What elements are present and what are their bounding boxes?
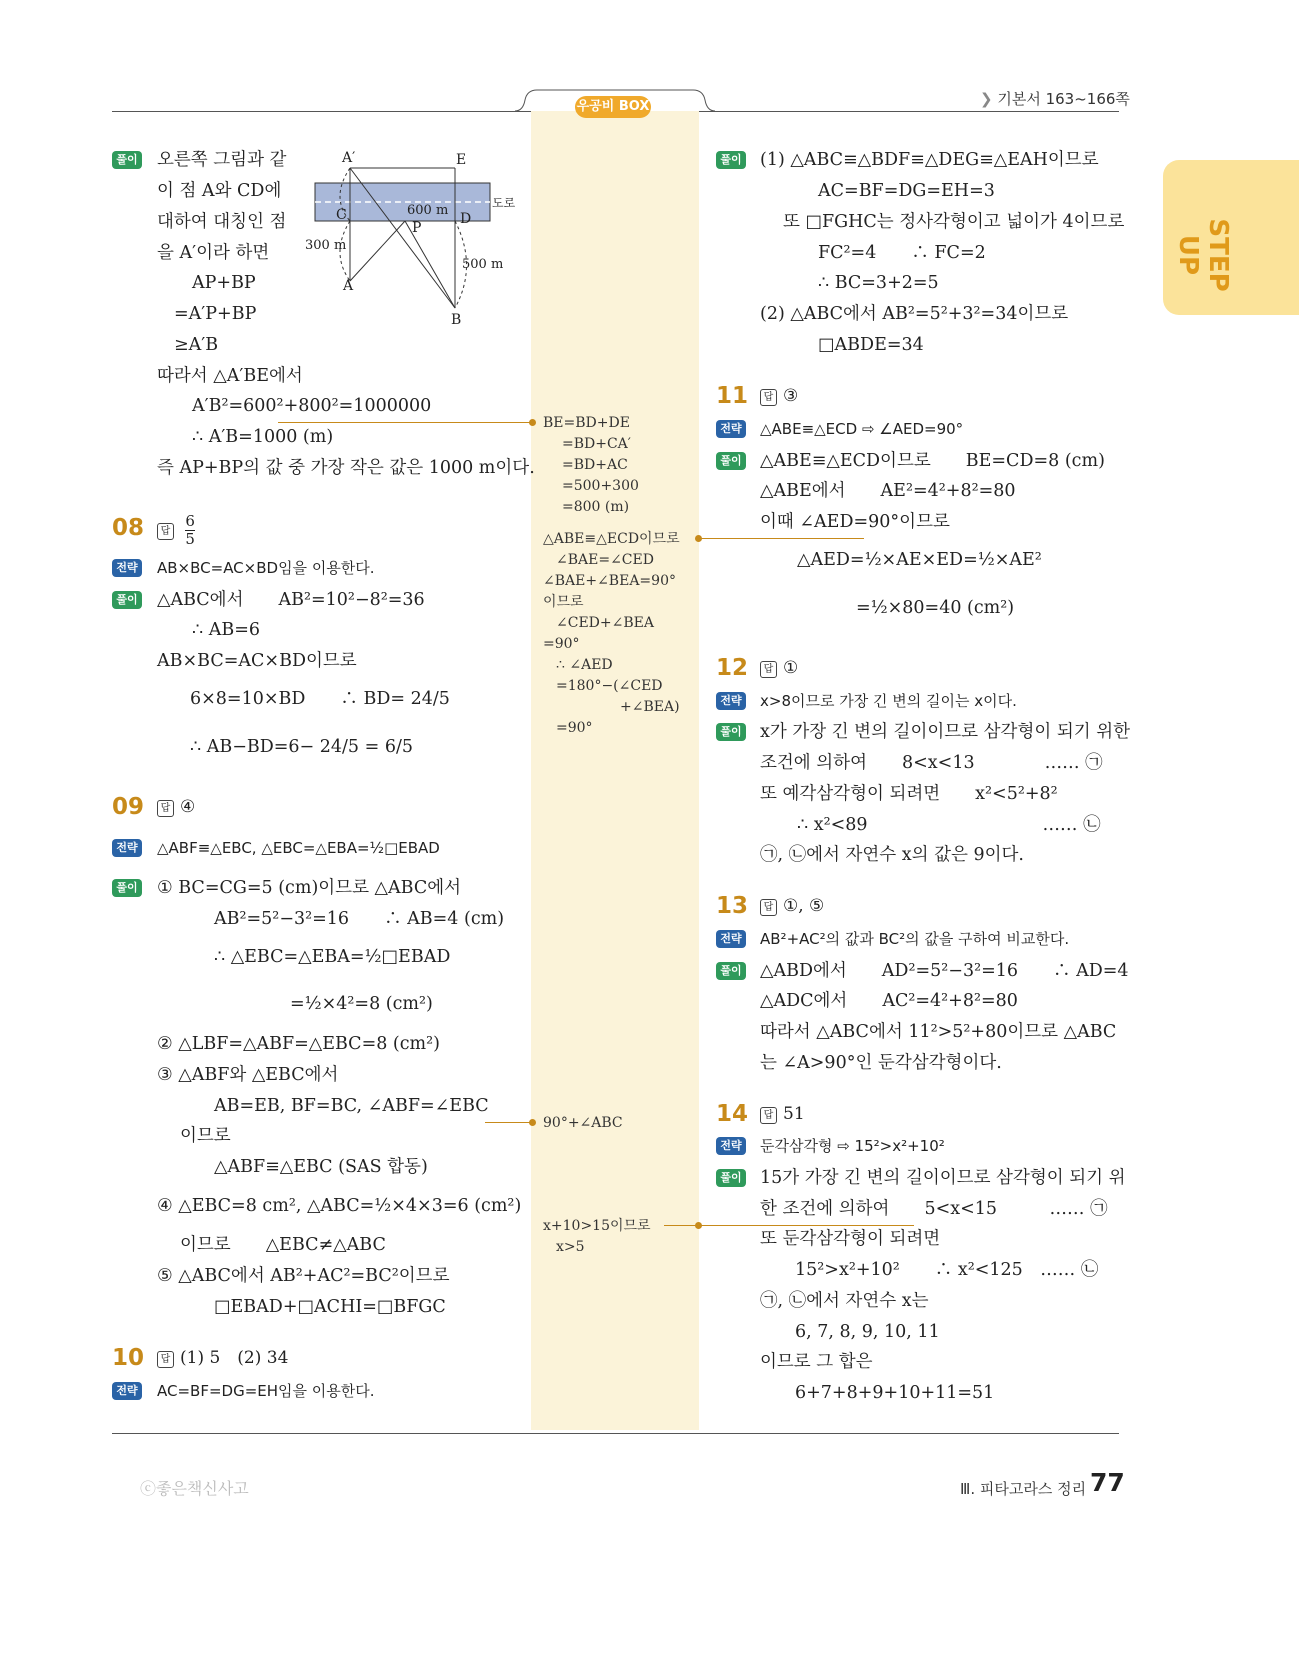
box-note-line: BE=BD+DE [543, 415, 630, 431]
fig-label-E: E [456, 152, 467, 168]
answer-icon: 답 [157, 1351, 174, 1368]
q09-number: 09 [112, 794, 145, 820]
q12-line: ㉠, ㉡에서 자연수 x의 값은 9이다. [760, 845, 1024, 865]
q12-answer: 답 ① [760, 653, 798, 683]
box-note-line: +∠BEA) [620, 699, 680, 715]
q10-line: 또 □FGHC는 정사각형이고 넓이가 4이므로 [783, 212, 1125, 232]
answer-icon: 답 [760, 389, 777, 406]
q12-line: 조건에 의하여 8<x<13 …… ㉠ [760, 753, 1103, 773]
q07-line: 즉 AP+BP의 값 중 가장 작은 값은 1000 m이다. [157, 458, 535, 478]
q09-answer: 답 ④ [157, 792, 195, 822]
q11-line: △ABE≡△ECD이므로 BE=CD=8 (cm) [760, 451, 1105, 471]
strategy-tag: 전략 [716, 930, 746, 948]
q07-line: ∴ A′B=1000 (m) [192, 427, 334, 447]
fig-label-B: B [451, 312, 462, 328]
box-note-line: =BD+CA′ [562, 436, 631, 452]
q07-line: 을 A′이라 하면 [157, 243, 270, 263]
q10-line: AC=BF=DG=EH=3 [818, 181, 995, 201]
box-note-line: △ABE≡△ECD이므로 [543, 531, 680, 547]
q07-line: 따라서 △A′BE에서 [157, 366, 303, 386]
q12-line: x가 가장 긴 변의 길이이므로 삼각형이 되기 위한 [760, 722, 1131, 742]
q10-line: (2) △ABC에서 AB²=5²+3²=34이므로 [760, 304, 1069, 324]
q09-line: □EBAD+□ACHI=□BFGC [214, 1297, 446, 1317]
q10-answer: 답 (1) 5 (2) 34 [157, 1343, 288, 1373]
box-title: 우공비 BOX [575, 96, 651, 118]
q08-number: 08 [112, 515, 145, 541]
q14-answer: 답 51 [760, 1099, 805, 1129]
fig-label-300: 300 m [305, 238, 347, 253]
q10-line: □ABDE=34 [818, 335, 924, 355]
q07-line: 오른쪽 그림과 같 [157, 150, 287, 170]
strategy-tag: 전략 [112, 839, 142, 857]
q14-line: ㉠, ㉡에서 자연수 x는 [760, 1291, 929, 1311]
q14-line: 6+7+8+9+10+11=51 [795, 1383, 995, 1403]
strategy-tag: 전략 [112, 1382, 142, 1400]
q11-line: △ABE에서 AE²=4²+8²=80 [760, 481, 1016, 501]
q08-answer: 답 $\frac{6}{5}$ [157, 513, 195, 548]
q08-line: AB×BC=AC×BD이므로 [157, 651, 357, 671]
fig-label-A1: A′ [342, 150, 356, 166]
q07-line: 대하여 대칭인 점 [157, 212, 287, 232]
connector-line [698, 538, 864, 539]
q12-strategy: x>8이므로 가장 긴 변의 길이는 x이다. [760, 692, 1017, 710]
strategy-tag: 전략 [716, 1137, 746, 1155]
answer-icon: 답 [157, 800, 174, 817]
q14-line: 이므로 그 합은 [760, 1352, 873, 1372]
strategy-tag: 전략 [716, 692, 746, 710]
solution-tag: 풀이 [716, 151, 746, 169]
q09-line: ⑤ △ABC에서 AB²+AC²=BC²이므로 [157, 1266, 450, 1286]
connector-line [485, 1122, 532, 1123]
q07-line: ≥A′B [174, 335, 219, 355]
q09-line: ① BC=CG=5 (cm)이므로 △ABC에서 [157, 878, 462, 898]
q12-line: ∴ x²<89 …… ㉡ [797, 815, 1101, 835]
page-number: 77 [1090, 1468, 1125, 1497]
box-note-line: =90° [543, 636, 580, 652]
box-note-line: =800 (m) [562, 499, 630, 515]
box-note-line: 이므로 [543, 594, 584, 610]
q07-line: 이 점 A와 CD에 [157, 181, 282, 201]
box-note-line: 90°+∠ABC [543, 1115, 623, 1131]
solution-tag: 풀이 [112, 879, 142, 897]
box-note-line: ∠BAE=∠CED [556, 552, 654, 568]
box-note-line: ∴ ∠AED [556, 657, 613, 673]
q08-line: ∴ AB=6 [192, 620, 260, 640]
q14-line: 한 조건에 의하여 5<x<15 …… ㉠ [760, 1199, 1108, 1219]
q14-number: 14 [716, 1101, 749, 1127]
box-note-line: x>5 [556, 1239, 585, 1255]
q13-number: 13 [716, 893, 749, 919]
fig-label-D: D [460, 211, 472, 227]
q13-line: △ABD에서 AD²=5²−3²=16 ∴ AD=4 [760, 961, 1129, 981]
q10-line: FC²=4 ∴ FC=2 [818, 243, 986, 263]
footer-rule [112, 1433, 1119, 1434]
answer-icon: 답 [760, 1107, 777, 1124]
q09-line: 이므로 [180, 1126, 231, 1146]
box-note-line: x+10>15이므로 [543, 1218, 651, 1234]
strategy-tag: 전략 [112, 559, 142, 577]
q10-line: ∴ BC=3+2=5 [818, 273, 939, 293]
connector-dot [529, 419, 536, 426]
chevron-right-icon: ❯ [980, 90, 998, 108]
answer-icon: 답 [760, 661, 777, 678]
publisher: ⓒ좋은책신사고 [140, 1479, 249, 1498]
q12-line: 또 예각삼각형이 되려면 x²<5²+8² [760, 784, 1058, 804]
q14-line: 15가 가장 긴 변의 길이이므로 삼각형이 되기 위 [760, 1168, 1126, 1188]
q10-number: 10 [112, 1345, 145, 1371]
q13-line: 는 ∠A>90°인 둔각삼각형이다. [760, 1053, 1002, 1073]
connector-dot [695, 535, 702, 542]
step-up-label: STEP UP [1173, 218, 1233, 292]
q08-line: △ABC에서 AB²=10²−8²=36 [157, 590, 425, 610]
q12-number: 12 [716, 655, 749, 681]
q13-strategy: AB²+AC²의 값과 BC²의 값을 구하여 비교한다. [760, 930, 1070, 948]
q08-strategy: AB×BC=AC×BD임을 이용한다. [157, 559, 375, 577]
q13-line: 따라서 △ABC에서 11²>5²+80이므로 △ABC [760, 1022, 1117, 1042]
fig-label-600: 600 m [407, 203, 449, 218]
chapter-title: Ⅲ. 피타고라스 정리 [960, 1480, 1087, 1498]
q07-line: =A′P+BP [174, 304, 257, 324]
q07-line: A′B²=600²+800²=1000000 [192, 396, 432, 416]
box-note-line: =BD+AC [562, 457, 628, 473]
q09-line: =½×4²=8 (cm²) [290, 994, 433, 1014]
q14-line: 6, 7, 8, 9, 10, 11 [795, 1322, 940, 1342]
box-note-line: ∠CED+∠BEA [556, 615, 654, 631]
q08-line: 6×8=10×BD ∴ BD= 24/5 [190, 689, 450, 709]
q10-strategy: AC=BF=DG=EH임을 이용한다. [157, 1382, 375, 1400]
q09-line: △ABF≡△EBC (SAS 합동) [214, 1157, 428, 1177]
q07-line: AP+BP [192, 273, 256, 293]
solution-tag: 풀이 [112, 151, 142, 169]
q11-line: 이때 ∠AED=90°이므로 [760, 512, 950, 532]
q09-line: ∴ △EBC=△EBA=½□EBAD [214, 947, 451, 967]
q11-line: =½×80=40 (cm²) [856, 598, 1015, 618]
q11-strategy: △ABE≡△ECD ⇨ ∠AED=90° [760, 420, 964, 438]
q10-line: (1) △ABC≡△BDF≡△DEG≡△EAH이므로 [760, 150, 1099, 170]
fig-label-500: 500 m [462, 257, 504, 272]
q14-line: 또 둔각삼각형이 되려면 [760, 1229, 941, 1249]
reference-pages: ❯ 기본서 163~166쪽 [980, 90, 1130, 108]
strategy-tag: 전략 [716, 420, 746, 438]
q14-line: 15²>x²+10² ∴ x²<125 …… ㉡ [795, 1260, 1099, 1280]
connector-dot [529, 1119, 536, 1126]
fig-label-C: C [336, 207, 347, 223]
box-note-line: =180°−(∠CED [556, 678, 663, 694]
q14-strategy: 둔각삼각형 ⇨ 15²>x²+10² [760, 1137, 945, 1155]
q09-strategy: △ABF≡△EBC, △EBC=△EBA=½□EBAD [157, 839, 440, 857]
answer-icon: 답 [157, 523, 174, 540]
q09-line: AB=EB, BF=BC, ∠ABF=∠EBC [214, 1096, 489, 1116]
box-note-line: =500+300 [562, 478, 639, 494]
q09-line: AB²=5²−3²=16 ∴ AB=4 (cm) [214, 909, 505, 929]
q13-line: △ADC에서 AC²=4²+8²=80 [760, 991, 1018, 1011]
q09-line: ② △LBF=△ABF=△EBC=8 (cm²) [157, 1034, 440, 1054]
box-note-line: =90° [556, 720, 593, 736]
q11-line: △AED=½×AE×ED=½×AE² [797, 550, 1042, 570]
solution-tag: 풀이 [716, 1169, 746, 1187]
q09-line: 이므로 △EBC≠△ABC [180, 1235, 386, 1255]
solution-tag: 풀이 [716, 452, 746, 470]
q11-number: 11 [716, 383, 749, 409]
fig-label-road: 도로 [492, 196, 516, 210]
q09-line: ④ △EBC=8 cm², △ABC=½×4×3=6 (cm²) [157, 1196, 522, 1216]
answer-icon: 답 [760, 899, 777, 916]
fig-label-P: P [412, 220, 422, 236]
fig-label-A: A [343, 278, 354, 294]
q09-line: ③ △ABF와 △EBC에서 [157, 1065, 339, 1085]
box-note-line: ∠BAE+∠BEA=90° [543, 573, 676, 589]
solution-tag: 풀이 [112, 591, 142, 609]
connector-line [278, 422, 532, 423]
q13-answer: 답 ①, ⑤ [760, 891, 824, 921]
q11-answer: 답 ③ [760, 381, 798, 411]
solution-tag: 풀이 [716, 962, 746, 980]
q08-line: ∴ AB−BD=6− 24/5 = 6/5 [190, 737, 414, 757]
connector-dot [695, 1222, 702, 1229]
solution-tag: 풀이 [716, 723, 746, 741]
